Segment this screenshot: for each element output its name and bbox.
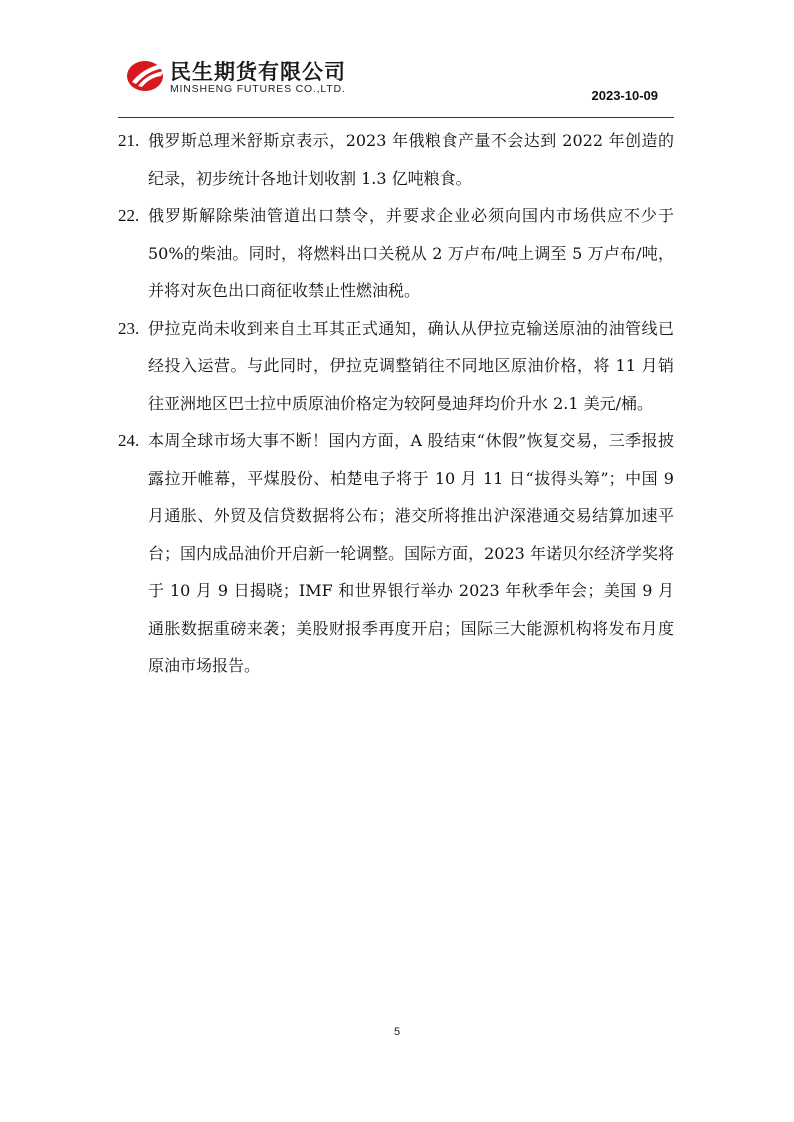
item-text: 俄罗斯解除柴油管道出口禁令，并要求企业必须向国内市场供应不少于 50%的柴油。同时，将燃料出口关税从 2 万卢布/吨上调至 5 万卢布/吨，并将对灰色出口商征收禁止性燃油税。 — [148, 206, 674, 300]
header-divider — [118, 117, 674, 118]
item-number: 21. — [118, 131, 140, 150]
company-name-en: MINSHENG FUTURES CO.,LTD. — [170, 83, 346, 95]
news-item-23 — [118, 310, 674, 423]
minsheng-logo-icon — [124, 56, 168, 94]
item-text: 伊拉克尚未收到来自土耳其正式通知，确认从伊拉克输送原油的油管线已经投入运营。与此同时，伊拉克调整销往不同地区原油价格，将 11 月销往亚洲地区巴士拉中质原油价格定为较阿曼迪拜均价升水 2.1 美元/桶。 — [148, 318, 674, 413]
report-date: 2023-10-09 — [591, 88, 658, 103]
item-number: 23. — [118, 318, 140, 338]
item-number: 24. — [118, 431, 140, 450]
page-number: 5 — [393, 1026, 401, 1038]
news-item-22 — [118, 197, 674, 310]
company-name-cn: 民生期货有限公司 — [170, 60, 346, 84]
item-text: 本周全球市场大事不断！国内方面，A 股结束“休假”恢复交易，三季报披露拉开帷幕，平煤股份、柏楚电子将于 10 月 11 日“拔得头筹”；中国 9 月通胀、外贸及信贷数据将公布；港交所将推出沪深港通交易结算加速平台；国内成品油价开启新一轮调整。国际方面，2023 年诺贝尔经济学奖将于 10 月 9 日揭晓；IMF 和世界银行举办 2023 年秋季年会；美国 9 月通胀数据重磅来袭；美股财报季再度开启；国际三大能源机构将发布月度原油市场报告。 — [148, 431, 674, 675]
news-list — [118, 122, 674, 685]
page-header — [120, 52, 672, 118]
news-item-21 — [118, 122, 674, 197]
item-number: 22. — [118, 206, 140, 225]
news-item-24 — [118, 422, 674, 685]
item-text: 俄罗斯总理米舒斯京表示，2023 年俄粮食产量不会达到 2022 年创造的纪录，初步统计各地计划收割 1.3 亿吨粮食。 — [148, 131, 674, 188]
